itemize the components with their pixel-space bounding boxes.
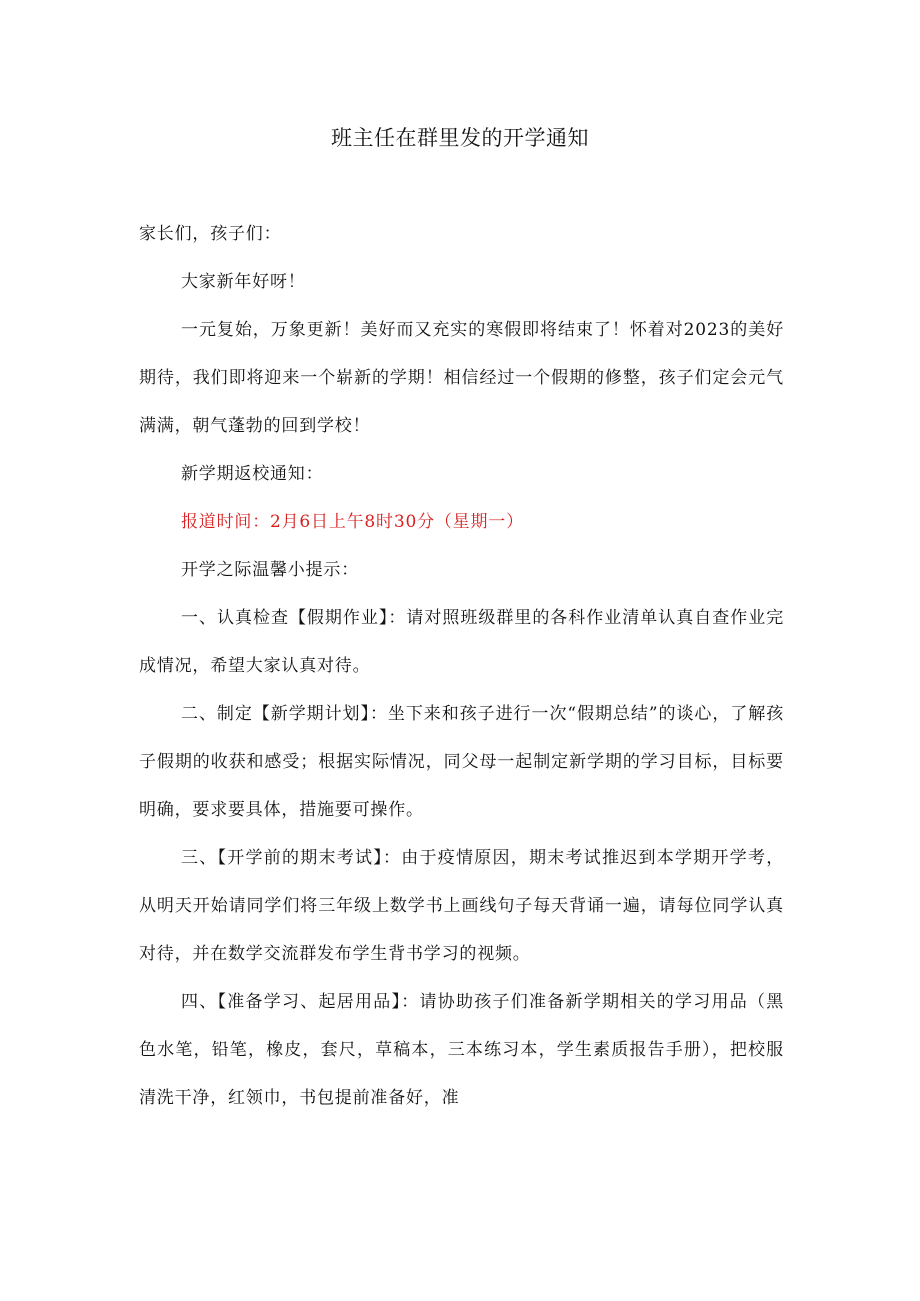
greeting: 家长们，孩子们： <box>139 224 282 244</box>
document-title: 班主任在群里发的开学通知 <box>331 126 589 150</box>
paragraph-new-year: 大家新年好呀！ <box>181 272 306 292</box>
document-body <box>139 210 784 1122</box>
paragraph-tip-supplies: 四、【准备学习、起居用品】：请协助孩子们准备新学期相关的学习用品（黑色水笔，铅笔，橡皮，套尺，草稿本，三本练习本，学生素质报告手册），把校服清洗干净，红领巾，书包提前准备好，准 <box>139 992 784 1108</box>
paragraph-intro: 一元复始，万象更新！美好而又充实的寒假即将结束了！怀着对2023的美好期待，我们即将迎来一个崭新的学期！相信经过一个假期的修整，孩子们定会元气满满，朝气蓬勃的回到学校！ <box>139 320 784 436</box>
paragraph-tip-homework: 一、认真检查【假期作业】：请对照班级群里的各科作业清单认真自查作业完成情况，希望大家认真对待。 <box>139 608 784 676</box>
paragraph-report-time: 报道时间：2月6日上午8时30分（星期一） <box>181 512 524 532</box>
paragraph-tips-heading: 开学之际温馨小提示： <box>181 560 359 580</box>
paragraph-tip-exam: 三、【开学前的期末考试】：由于疫情原因，期末考试推迟到本学期开学考，从明天开始请同学们将三年级上数学书上画线句子每天背诵一遍，请每位同学认真对待，并在数学交流群发布学生背书学习的视频。 <box>139 848 784 964</box>
paragraph-tip-plan: 二、制定【新学期计划】：坐下来和孩子进行一次“假期总结”的谈心，了解孩子假期的收获和感受；根据实际情况，同父母一起制定新学期的学习目标，目标要明确，要求要具体，措施要可操作。 <box>139 704 784 820</box>
paragraph-return-notice-heading: 新学期返校通知： <box>181 464 324 484</box>
